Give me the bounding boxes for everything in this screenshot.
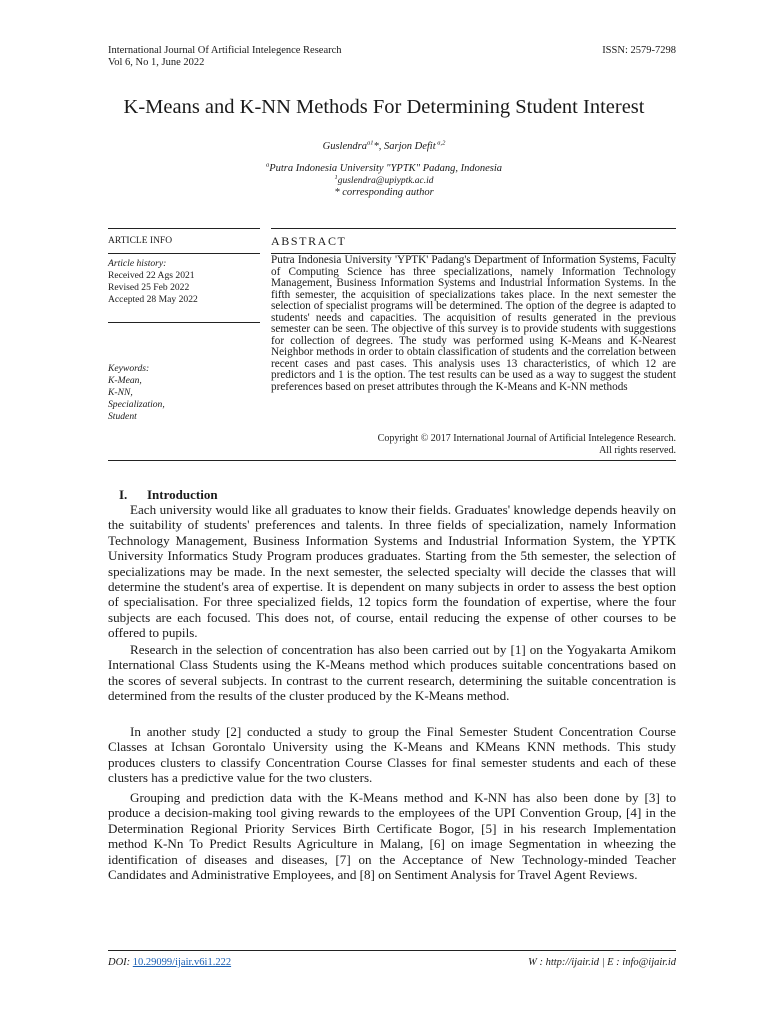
body-paragraph: Grouping and prediction data with the K-Means method and K-NN has also been done by [3] to produce a decision-making tool giving rewards to the employees of the UPI Convention Group, [4] in the Determination Regional Priority Services Birth Certificate Bogor, [5] in his research Implementation method K-Nn To Predict Results Agriculture in Malang, [6] on image Segmentation in wheezing the identification of diseases and diseases, [7] on the Acceptance of New Technology-minded Teacher Candidates and Administrative Employees, and [8] on Sentiment Analysis for Travel Agent Reviews.	[108, 790, 676, 883]
keyword-item: Student	[108, 411, 137, 422]
body-paragraph: Research in the selection of concentration has also been carried out by [1] on the Yogyakarta Amikom International Class Students using the K-Means method which produces suitable concentrations based on the scores of several subjects. In contrast to the current research, determining the suitable concentration is determined from the results of the cluster produced by the K-Means method.	[108, 642, 676, 704]
author-1: Guslendra	[322, 141, 367, 152]
body-paragraph: Each university would like all graduates to know their fields. Graduates' knowledge depends heavily on the suitability of students' preferences and talents. In three fields of specialization, namely Information Technology Management, Business Information Systems and Industrial Information System, the YPTK University Informatics Study Program produces graduates. Starting from the 5th semester, the selection of specializations may be made. In the next semester, the selected specialty will decide the classes that will determine the student's area of expertise. It is dependent on many subjects in order to assess the best option of specialisation. For three specialized fields, 12 topics form the foundation of expertise, where the four subjects are each focused. This does not, of course, entail reducing the expense of other courses to be offered to pupils.	[108, 502, 676, 641]
received-date: Received 22 Ags 2021	[108, 270, 195, 281]
article-info-mid-rule	[108, 322, 260, 323]
abstract-heading: ABSTRACT	[271, 234, 347, 248]
article-info-heading-rule	[108, 253, 260, 254]
author-separator: *,	[373, 141, 384, 152]
footer-contact: W : http://ijair.id | E : info@ijair.id	[528, 957, 676, 968]
email-text[interactable]: guslendra@upiyptk.ac.id	[337, 176, 434, 186]
revised-date: Revised 25 Feb 2022	[108, 282, 190, 293]
affiliation	[0, 163, 768, 174]
footer-doi	[108, 957, 231, 968]
doi-label: DOI:	[108, 957, 133, 968]
affiliation-sup: a	[265, 161, 270, 169]
body-paragraph: In another study [2] conducted a study to group the Final Semester Student Concentration Course Classes at Ichsan Gorontalo University using the K-Means and KMeans KNN methods. This study produces clusters to classify Concentration Course Classes for final semester students and each of these clusters has a predictive value for the two clusters.	[108, 724, 676, 786]
journal-volume: Vol 6, No 1, June 2022	[108, 57, 205, 68]
doi-link[interactable]: 10.29099/ijair.v6i1.222	[132, 957, 232, 968]
section-number: I.	[119, 487, 128, 502]
author-1-sup: a1	[366, 139, 374, 147]
section-title: Introduction	[147, 487, 218, 502]
author-email	[0, 173, 768, 186]
journal-issn: ISSN: 2579-7298	[602, 45, 676, 56]
article-history-label: Article history:	[108, 258, 167, 269]
abstract-text: Putra Indonesia University 'YPTK' Padang's Department of Information Systems, Faculty of Computing Science has three specializations, namely Information Technology Management, Business Information Systems and Industrial Information Systems. In the fifth semester, the acquisition of specializations takes place. In the next semester the selection of specialist programs will be determined. The option of the degree is adapted to students' needs and capacities. The acquisition of results generated in the previous semester can be seen. The objective of this survey is to provide students with suggestions for collection of degrees. The study was performed using K-Means and K-Nearest Neighbor methods in order to obtain classification of students and the correlation between recent cases and past cases. This analysis uses 13 characteristics, of which 12 are predictors and 1 is the option. The test results can be used as a way to suggest the student preferences based on preset attributes through the K-Means and K-NN methods	[271, 254, 676, 394]
article-info-top-rule	[108, 228, 260, 229]
abstract-bottom-rule	[108, 460, 676, 461]
accepted-date: Accepted 28 May 2022	[108, 294, 198, 305]
affiliation-text: Putra Indonesia University "YPTK" Padang, Indonesia	[269, 163, 503, 174]
author-line	[0, 141, 768, 152]
journal-name: International Journal Of Artificial Intelegence Research	[108, 45, 342, 56]
paper-title: K-Means and K-NN Methods For Determining Student Interest	[123, 96, 645, 118]
keywords-label: Keywords:	[108, 363, 150, 374]
author-2: Sarjon Defit	[383, 141, 436, 152]
author-2-sup: a,2	[435, 139, 446, 147]
article-info-heading: ARTICLE INFO	[108, 236, 173, 246]
footer-rule	[108, 950, 676, 951]
email-sup: 1	[334, 173, 338, 181]
corresponding-author: * corresponding author	[334, 187, 434, 198]
keyword-item: K-NN,	[108, 387, 133, 398]
rights-line: All rights reserved.	[599, 445, 676, 456]
copyright-line: Copyright © 2017 International Journal of Artificial Intelegence Research.	[377, 433, 676, 444]
keyword-item: Specialization,	[108, 399, 165, 410]
abstract-top-rule	[271, 228, 676, 229]
keyword-item: K-Mean,	[108, 375, 142, 386]
